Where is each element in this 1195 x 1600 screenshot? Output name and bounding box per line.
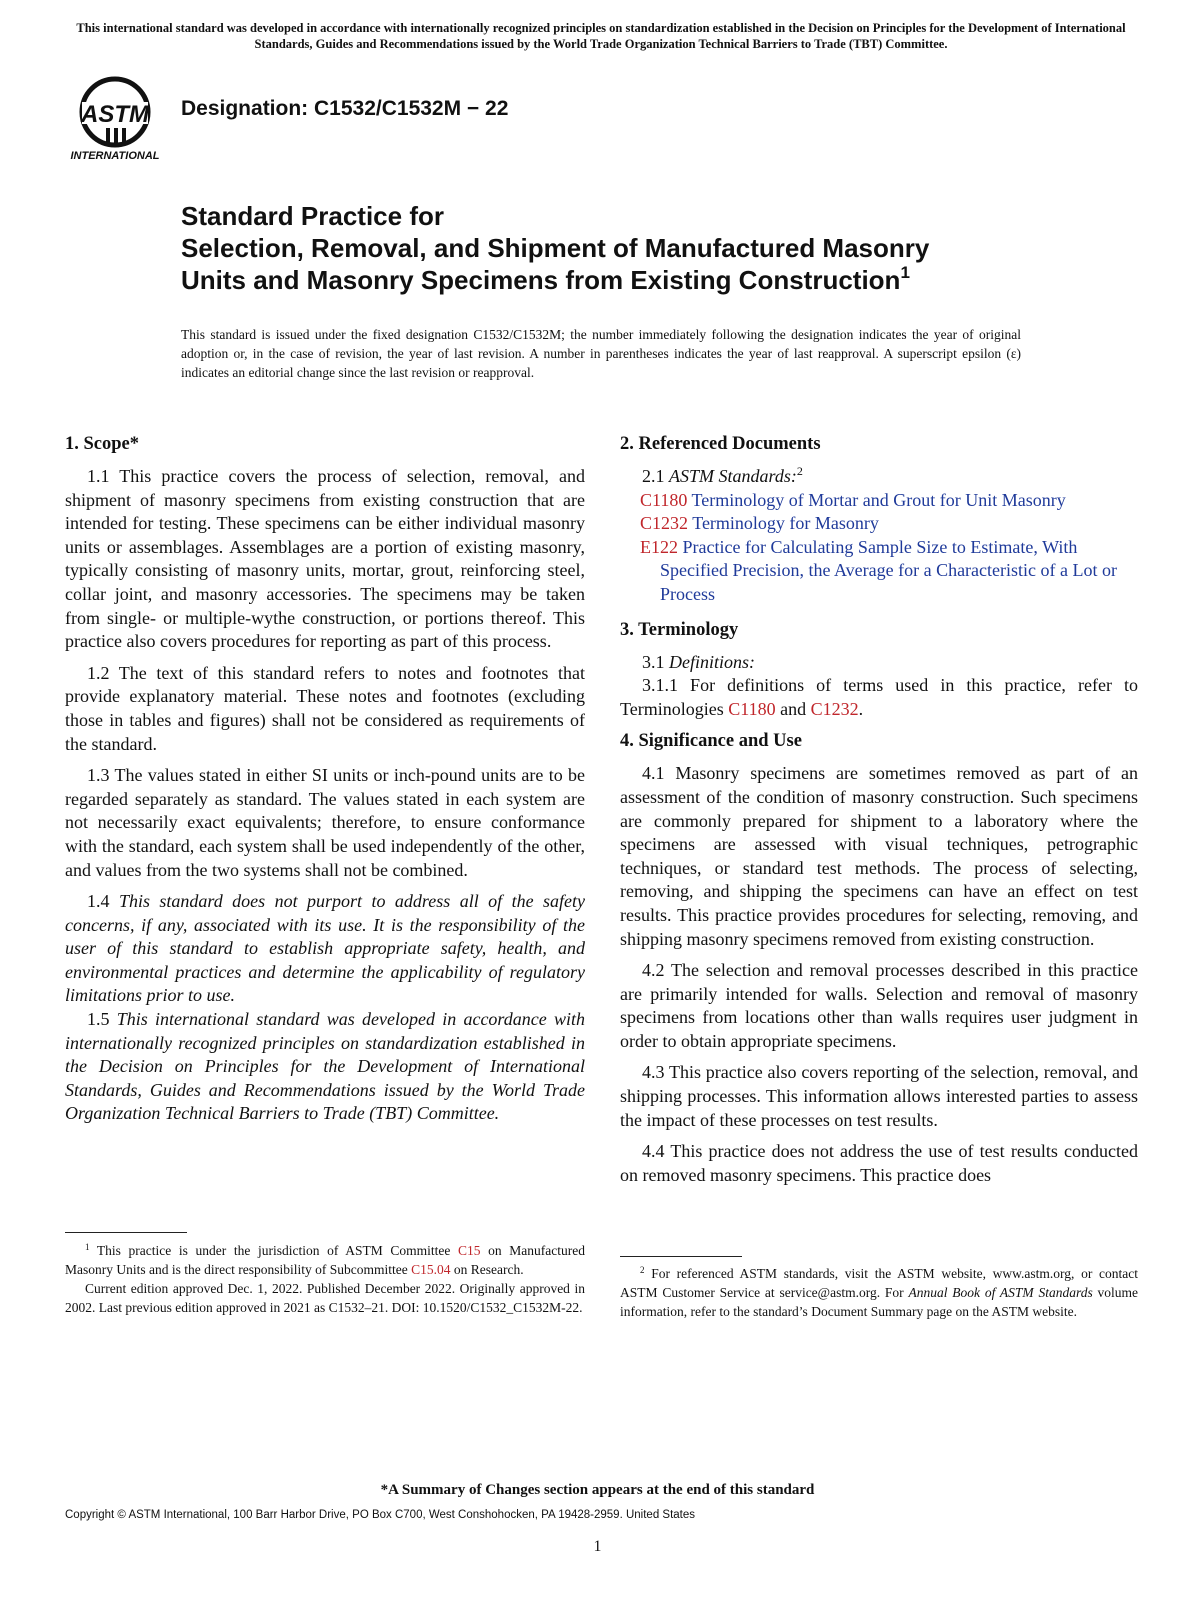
footnote-1 [65, 1241, 585, 1317]
terminology-ref-c1232[interactable]: C1232 [810, 698, 859, 719]
scope-1-5 [65, 1008, 585, 1126]
summary-of-changes-note: *A Summary of Changes section appears at the end of this standard [380, 1482, 815, 1498]
svg-text:INTERNATIONAL: INTERNATIONAL [70, 150, 160, 162]
terminology-3-1-num: 3.1 [642, 651, 669, 672]
footnote-rule-left [65, 1232, 187, 1233]
section-scope-heading: 1. Scope* [65, 434, 139, 454]
ref-c1180-title[interactable]: Terminology of Mortar and Grout for Unit Masonry [691, 489, 1066, 510]
terminology-period: . [858, 698, 864, 719]
refdocs-2-1-num: 2.1 [642, 466, 669, 486]
astm-logo-icon [62, 72, 172, 172]
footnote-rule-right [620, 1256, 742, 1257]
ref-c1180[interactable] [620, 489, 1138, 513]
footnote-1-ref-c15[interactable]: C15 [458, 1243, 481, 1258]
top-note: This international standard was developed in accordance with internationally recognized principles on standardization established in the Decision on Principles for the Development of International Standards, Guides and Recommendations issued by the World Trade Organization Technical Barriers to Trade (TBT) Committee. [76, 21, 1126, 51]
scope-1-4 [65, 890, 585, 1008]
ref-c1232-code[interactable]: C1232 [640, 513, 689, 534]
ref-e122-code[interactable]: E122 [640, 536, 678, 557]
terminology-3-1-text: Definitions: [669, 651, 755, 672]
footnote-2-mark: 2 [640, 1265, 645, 1275]
scope-1-4-text: This standard does not purport to address all of the safety concerns, if any, associated with its use. It is the responsibility of the user of this standard to establish appropriate safety, health, and environmental practices and determine the applicability of regulatory limitations prior to use. [65, 891, 585, 1006]
footnote-1-ref-c15-04[interactable]: C15.04 [411, 1262, 451, 1277]
copyright-line: Copyright © ASTM International, 100 Barr Harbor Drive, PO Box C700, West Conshohocken, PA 19428-2959. United States [65, 1509, 696, 1521]
footnote-2-a: For referenced ASTM standards, visit the ASTM website, www.astm.org, or contact ASTM Customer Service at service@astm.org. For [620, 1266, 1139, 1300]
title-footnote-mark: 1 [900, 263, 910, 282]
refdocs-footnote-mark: 2 [796, 464, 803, 478]
significance-4-2: 4.2 The selection and removal processes described in this practice are primarily intended for walls. Selection and removal of masonry specimens from locations other than walls requires user judgment in order to obtain appropriate specimens. [620, 960, 1138, 1051]
significance-4-3: 4.3 This practice also covers reporting of the selection, removal, and shipping processes. This information allows interested parties to assess the impact of these processes on test results. [620, 1062, 1138, 1130]
footnote-1-mark: 1 [85, 1242, 90, 1252]
ref-c1232-title[interactable]: Terminology for Masonry [692, 513, 879, 534]
ref-c1180-code[interactable]: C1180 [640, 489, 688, 510]
section-terminology-heading: 3. Terminology [620, 619, 739, 640]
significance-4-4: 4.4 This practice does not address the use of test results conducted on removed masonry specimens. This practice does [620, 1141, 1138, 1185]
svg-text:ASTM: ASTM [81, 101, 149, 128]
page-number: 1 [593, 1538, 602, 1555]
left-column [65, 432, 585, 1134]
significance-4-1: 4.1 Masonry specimens are sometimes removed as part of an assessment of the condition of masonry construction. Such specimens are commonly prepared for shipment to a laboratory where the specimens are assessed with visual techniques, petrographic techniques, or standard test methods. The process of selecting, removing, and shipping the specimens can have an effect on test results. This practice provides procedures for selecting, removing, and shipping masonry specimens removed from existing construction. [620, 763, 1138, 949]
terminology-and: and [775, 698, 811, 719]
footnote-1-b: on Manufactured Masonry Units and is the direct responsibility of Subcommittee [65, 1243, 585, 1277]
footnote-1-p2: Current edition approved Dec. 1, 2022. Published December 2022. Originally approved in 2002. Last previous edition approved in 2021 as C1532–21. DOI: 10.1520/C1532_C1532M-22. [65, 1281, 585, 1315]
title-line-3-text: Units and Masonry Specimens from Existing Construction [181, 265, 901, 295]
terminology-ref-c1180[interactable]: C1180 [728, 698, 776, 719]
document-title [181, 200, 1081, 296]
footnote-2-p1 [620, 1264, 1138, 1321]
title-line-3 [181, 264, 1081, 296]
footnote-1-c: on Research. [450, 1262, 524, 1277]
ref-c1232[interactable] [620, 512, 1138, 536]
footnote-2-italic: Annual Book of ASTM Standards [908, 1285, 1093, 1300]
terminology-3-1-1 [620, 674, 1138, 721]
scope-1-4-num: 1.4 [87, 891, 119, 912]
refdocs-2-1-text: ASTM Standards: [669, 466, 797, 486]
refdocs-2-1 [620, 465, 1138, 489]
footnote-1-p1 [65, 1241, 585, 1279]
astm-logo [62, 72, 172, 172]
terminology-3-1 [620, 651, 1138, 675]
footnote-1-a: This practice is under the jurisdiction of ASTM Committee [96, 1243, 458, 1258]
section-significance-heading: 4. Significance and Use [620, 731, 802, 752]
scope-1-1: 1.1 This practice covers the process of selection, removal, and shipment of masonry specimens from existing construction that are intended for testing. These specimens can be either individual masonry units or assemblages. Assemblages are a portion of existing masonry, typically consisting of masonry units, mortar, grout, reinforcing steel, collar joint, and masonry accessories. The specimens may be taken from single- or multiple-wythe construction, or portions thereof. This practice also covers procedures for reporting as part of this process. [65, 466, 585, 652]
terminology-3-1-1-text: 3.1.1 For definitions of terms used in this practice, refer to Terminologies [620, 675, 1138, 719]
issued-note: This standard is issued under the fixed designation C1532/C1532M; the number immediately following the designation indicates the year of original adoption or, in the case of revision, the year of last revision. A number in parentheses indicates the year of last reapproval. A superscript epsilon (ε) indicates an editorial change since the last revision or reapproval. [181, 327, 1021, 380]
scope-1-5-num: 1.5 [87, 1009, 117, 1030]
title-line-2: Selection, Removal, and Shipment of Manufactured Masonry [181, 233, 930, 263]
ref-e122-title[interactable]: Practice for Calculating Sample Size to Estimate, With Specified Precision, the Average for a Characteristic of a Lot or Process [660, 536, 1117, 604]
ref-e122[interactable] [620, 536, 1138, 607]
title-line-1: Standard Practice for [181, 201, 444, 231]
section-refdocs-heading: 2. Referenced Documents [620, 434, 821, 454]
designation: Designation: C1532/C1532M − 22 [181, 97, 509, 120]
scope-1-2: 1.2 The text of this standard refers to notes and footnotes that provide explanatory material. These notes and footnotes (excluding those in tables and figures) shall not be considered as requirements of the standard. [65, 662, 585, 754]
footnote-2 [620, 1264, 1138, 1321]
footnote-2-b: volume information, refer to the standard’s Document Summary page on the ASTM website. [620, 1285, 1139, 1319]
right-column [620, 432, 1138, 1195]
scope-1-3: 1.3 The values stated in either SI units or inch-pound units are to be regarded separately as standard. The values stated in each system are not necessarily exact equivalents; therefore, to ensure conformance with the standard, each system shall be used independently of the other, and values from the two systems shall not be combined. [65, 765, 585, 880]
scope-1-5-text: This international standard was developed in accordance with internationally recognized principles on standardization established in the Decision on Principles for the Development of International Standards, Guides and Recommendations issued by the World Trade Organization Technical Barriers to Trade (TBT) Committee. [65, 1009, 585, 1124]
